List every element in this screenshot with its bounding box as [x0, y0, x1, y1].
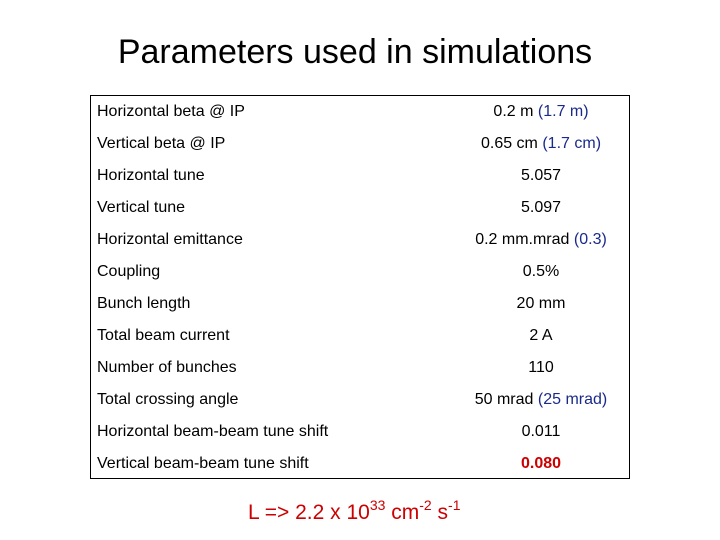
param-value [451, 352, 631, 384]
value-main: 20 mm [516, 295, 566, 312]
parameters-table [90, 95, 630, 479]
table-row [91, 416, 629, 448]
table-row [91, 128, 629, 160]
param-label: Vertical tune [97, 199, 186, 216]
table-row [91, 384, 629, 416]
luminosity-formula [248, 498, 460, 528]
param-value [451, 96, 631, 128]
param-value [451, 288, 631, 320]
param-value [451, 320, 631, 352]
value-main-highlighted: 0.080 [520, 455, 562, 472]
value-main: 5.057 [520, 167, 562, 184]
luminosity-prefix: L => 2.2 x 10 [248, 501, 370, 524]
value-main: 2 A [529, 327, 553, 344]
param-label: Total beam current [97, 327, 230, 344]
param-value [451, 224, 631, 256]
value-alternative: (0.3) [573, 231, 607, 248]
luminosity-unit-cm: cm [385, 501, 420, 524]
luminosity-unit-s: s [431, 501, 449, 524]
table-row [91, 320, 629, 352]
value-main: 50 mrad [474, 391, 534, 408]
param-label: Vertical beta @ IP [97, 135, 226, 152]
cm-exponent: -2 [419, 497, 432, 513]
value-main: 5.097 [520, 199, 562, 216]
slide-title: Parameters used in simulations [117, 33, 593, 71]
table-row [91, 160, 629, 192]
param-label: Horizontal tune [97, 167, 205, 184]
param-label: Total crossing angle [97, 391, 239, 408]
table-row [91, 224, 629, 256]
param-label: Bunch length [97, 295, 191, 312]
s-exponent: -1 [448, 497, 461, 513]
param-value [451, 192, 631, 224]
param-label: Coupling [97, 263, 161, 280]
param-value [451, 160, 631, 192]
table-row [91, 288, 629, 320]
param-value [451, 384, 631, 416]
param-label: Vertical beam-beam tune shift [97, 455, 309, 472]
table-row [91, 448, 629, 480]
table-row [91, 256, 629, 288]
param-value [451, 128, 631, 160]
value-main: 0.5% [522, 263, 560, 280]
luminosity-exponent: 33 [369, 497, 386, 513]
value-main: 0.2 m [493, 103, 534, 120]
value-main: 0.011 [521, 423, 561, 440]
value-main: 0.2 mm.mrad [475, 231, 570, 248]
param-label: Horizontal beta @ IP [97, 103, 245, 120]
param-value [451, 416, 631, 448]
table-row [91, 352, 629, 384]
param-value [451, 448, 631, 480]
param-value [451, 256, 631, 288]
table-row [91, 192, 629, 224]
param-label: Horizontal beam-beam tune shift [97, 423, 329, 440]
value-main: 110 [528, 359, 554, 376]
value-alternative: (1.7 cm) [542, 135, 602, 152]
value-main: 0.65 cm [480, 135, 538, 152]
value-alternative: (1.7 m) [537, 103, 589, 120]
param-label: Horizontal emittance [97, 231, 243, 248]
value-alternative: (25 mrad) [537, 391, 608, 408]
param-label: Number of bunches [97, 359, 237, 376]
table-row [91, 96, 629, 128]
